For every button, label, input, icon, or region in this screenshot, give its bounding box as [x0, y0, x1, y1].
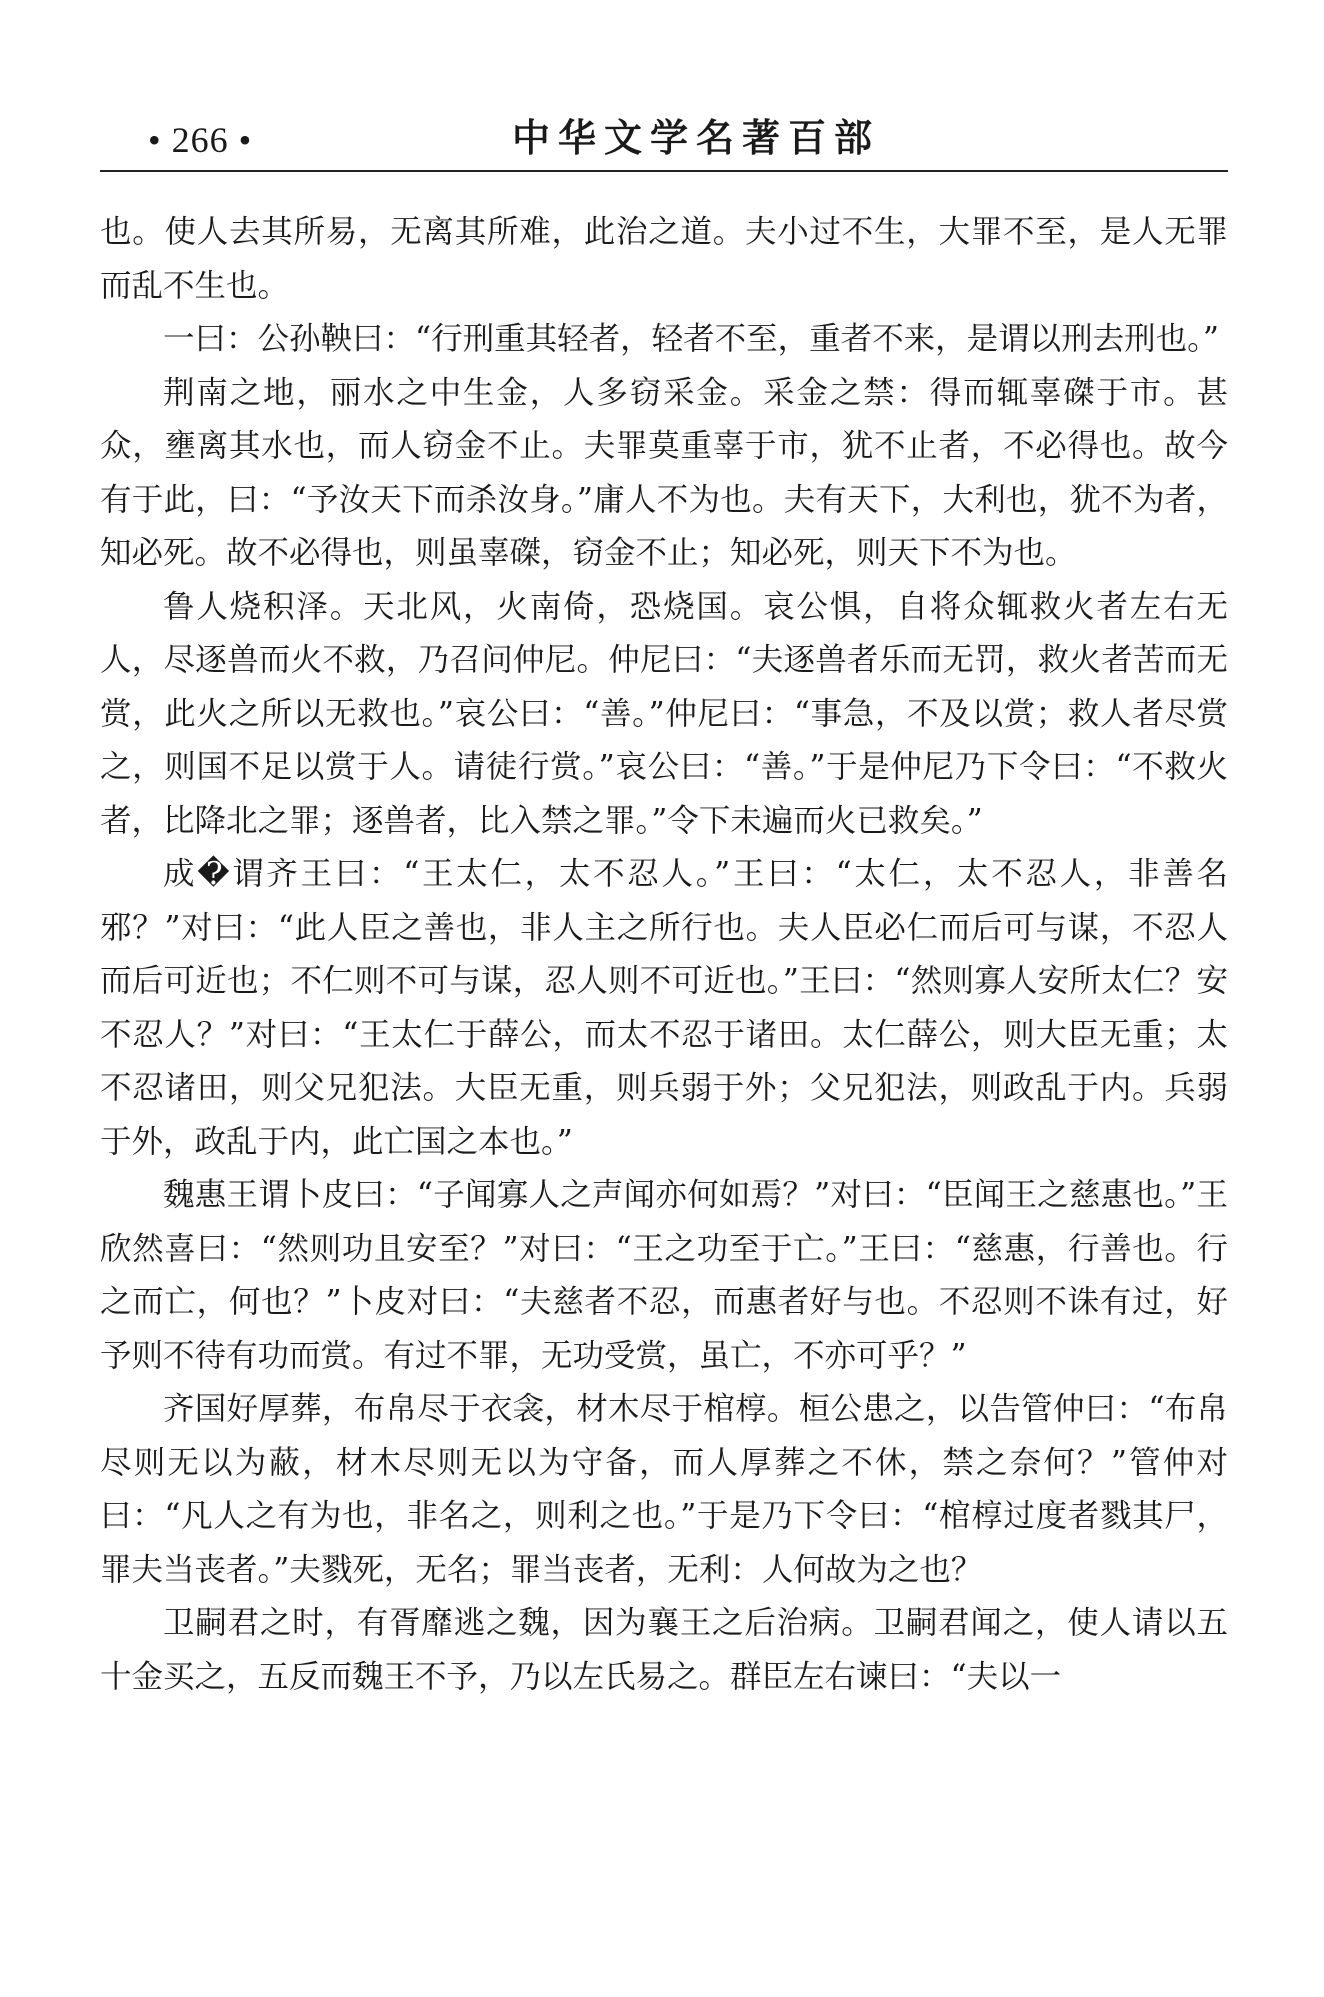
paragraph: 卫嗣君之时，有胥靡逃之魏，因为襄王之后治病。卫嗣君闻之，使人请以五十金买之，五反而魏王不予，乃以左氏易之。群臣左右谏曰：“夫以一 — [100, 1605, 1228, 1695]
header-rule — [100, 170, 1228, 172]
book-title: 中华文学名著百部 — [512, 115, 881, 160]
paragraph: 齐国好厚葬，布帛尽于衣衾，材木尽于棺椁。桓公患之，以告管仲曰：“布帛尽则无以为蔽，材木尽则无以为守备，而人厚葬之不休，禁之奈何？”管仲对曰：“凡人之有为也，非名之，则利之也。”于是乃下令曰：“棺椁过度者戮其尸，罪夫当丧者。”夫戮死，无名；罪当丧者，无利：人何故为之也？ — [100, 1391, 1228, 1588]
running-header — [100, 112, 1228, 172]
paragraph: 魏惠王谓卜皮曰：“子闻寡人之声闻亦何如焉？”对曰：“臣闻王之慈惠也。”王欣然喜曰：“然则功且安至？”对曰：“王之功至于亡。”王曰：“慈惠，行善也。行之而亡，何也？”卜皮对曰：“夫慈者不忍，而惠者好与也。不忍则不诛有过，好予则不待有功而赏。有过不罪，无功受赏，虽亡，不亦可乎？” — [100, 1177, 1228, 1374]
paragraph: 鲁人烧积泽。天北风，火南倚，恐烧国。哀公惧，自将众辄救火者左右无人，尽逐兽而火不救，乃召问仲尼。仲尼曰：“夫逐兽者乐而无罚，救火者苦而无赏，此火之所以无救也。”哀公曰：“善。”仲尼曰：“事急，不及以赏；救人者尽赏之，则国不足以赏于人。请徒行赏。”哀公曰：“善。”于是仲尼乃下令曰：“不救火者，比降北之罪；逐兽者，比入禁之罪。”令下未遍而火已救矣。” — [100, 588, 1228, 839]
paragraph: 也。使人去其所易，无离其所难，此治之道。夫小过不生，大罪不至，是人无罪而乱不生也。 — [100, 214, 1228, 304]
paragraph: 荆南之地，丽水之中生金，人多窃采金。采金之禁：得而辄辜磔于市。甚众，壅离其水也，而人窃金不止。夫罪莫重辜于市，犹不止者，不必得也。故今有于此，曰：“予汝天下而杀汝身。”庸人不为也。夫有天下，大利也，犹不为者，知必死。故不必得也，则虽辜磔，窃金不止；知必死，则天下不为也。 — [100, 374, 1228, 571]
paragraph: 一曰：公孙鞅曰：“行刑重其轻者，轻者不至，重者不来，是谓以刑去刑也。” — [163, 321, 1219, 357]
body-text — [100, 206, 1228, 1704]
page-number: • 266 • — [148, 120, 253, 160]
paragraph: 成�谓齐王曰：“王太仁，太不忍人。”王曰：“太仁，太不忍人，非善名邪？”对曰：“此人臣之善也，非人主之所行也。夫人臣必仁而后可与谋，不忍人而后可近也；不仁则不可与谋，忍人则不可近也。”王曰：“然则寡人安所太仁？安不忍人？”对曰：“王太仁于薛公，而太不忍于诸田。太仁薛公，则大臣无重；太不忍诸田，则父兄犯法。大臣无重，则兵弱于外；父兄犯法，则政乱于内。兵弱于外，政乱于内，此亡国之本也。” — [100, 856, 1228, 1160]
